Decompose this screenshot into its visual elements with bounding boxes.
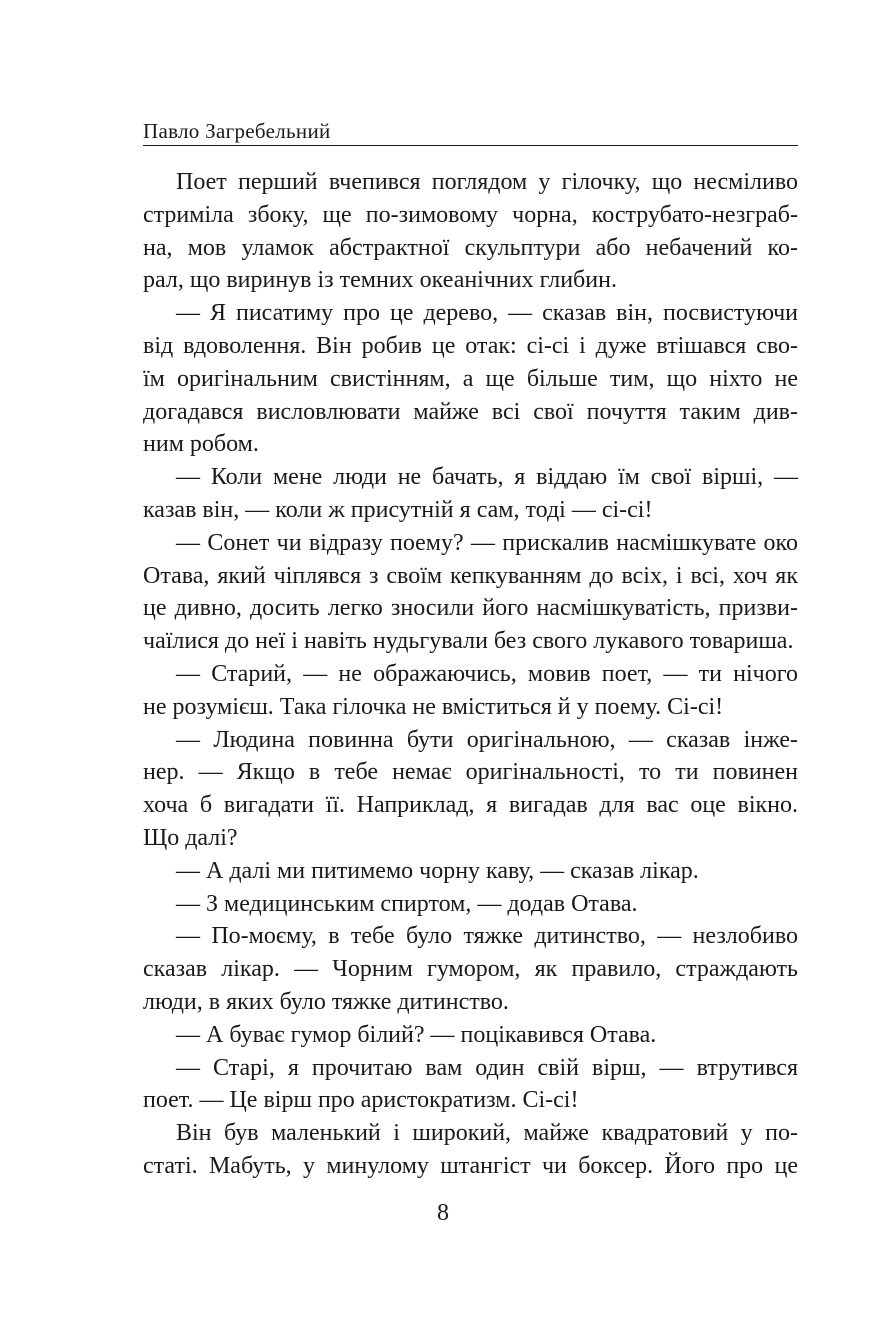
text-line: чаїлися до неї і навіть нудьгували без свого лукавого товариша. (143, 628, 794, 655)
text-line: — Сонет чи відразу поему? — прискалив насмішкувате око (176, 529, 798, 556)
text-line: хоча б вигадати її. Наприклад, я вигадав для вас оце вікно. (143, 792, 798, 819)
text-line: від вдоволення. Він робив це отак: сі-сі і дуже втішався сво- (143, 332, 798, 359)
text-line: — А буває гумор білий? — поцікавився Отава. (176, 1021, 657, 1048)
text-line: — По-моєму, в тебе було тяжке дитинство, — незлобиво (176, 923, 798, 950)
text-line: догадався висловлювати майже всі свої почуття таким див- (143, 398, 798, 425)
text-line: — Коли мене люди не бачать, я віддаю їм свої вірші, — (176, 464, 798, 491)
text-line: не розумієш. Така гілочка не вміститься й у поему. Сі-сі! (143, 693, 724, 720)
text-line: люди, в яких було тяжке дитинство. (143, 988, 509, 1015)
text-line: на, мов уламок абстрактної скульптури або небачений ко- (143, 234, 798, 261)
text-line: Він був маленький і широкий, майже квадратовий у по- (176, 1120, 798, 1147)
text-line: нер. — Якщо в тебе немає оригінальності, то ти повинен (143, 759, 798, 786)
text-line: статі. Мабуть, у минулому штангіст чи боксер. Його про це (143, 1152, 798, 1179)
text-line: Отава, який чіплявся з своїм кепкуванням до всіх, і всі, хоч як (143, 562, 798, 589)
text-line: Поет перший вчепився поглядом у гілочку, що несміливо (176, 169, 798, 195)
running-head-author: Павло Загребельний (143, 119, 331, 143)
text-line: — Людина повинна бути оригінальною, — сказав інже- (176, 726, 798, 753)
header-rule (143, 145, 798, 146)
text-line: сказав лікар. — Чорним гумором, як правило, страждають (143, 956, 798, 983)
text-line: ним робом. (143, 431, 259, 458)
page-number: 8 (437, 1200, 449, 1226)
text-line: казав він, — коли ж присутній я сам, тоді — сі-сі! (143, 496, 653, 523)
text-line: — Старі, я прочитаю вам один свій вірш, — втрутився (176, 1054, 798, 1081)
text-line: це дивно, досить легко зносили його насмішкуватість, призви- (143, 595, 798, 622)
text-line: їм оригінальним свистінням, а ще більше тим, що ніхто не (143, 365, 798, 392)
text-line: поет. — Це вірш про аристократизм. Сі-сі! (143, 1087, 579, 1114)
body-text (143, 163, 798, 1180)
text-line: — Старий, — не ображаючись, мовив поет, — ти нічого (176, 660, 798, 687)
text-line: — А далі ми питимемо чорну каву, — сказав лікар. (176, 857, 699, 884)
text-line: стриміла збоку, ще по-зимовому чорна, кострубато-незграб- (143, 201, 798, 228)
text-line: рал, що виринув із темних океанічних глибин. (143, 267, 617, 294)
text-line: — З медицинським спиртом, — додав Отава. (176, 890, 638, 917)
text-line: Що далі? (143, 824, 238, 851)
text-line: — Я писатиму про це дерево, — сказав він, посвистуючи (176, 300, 798, 327)
